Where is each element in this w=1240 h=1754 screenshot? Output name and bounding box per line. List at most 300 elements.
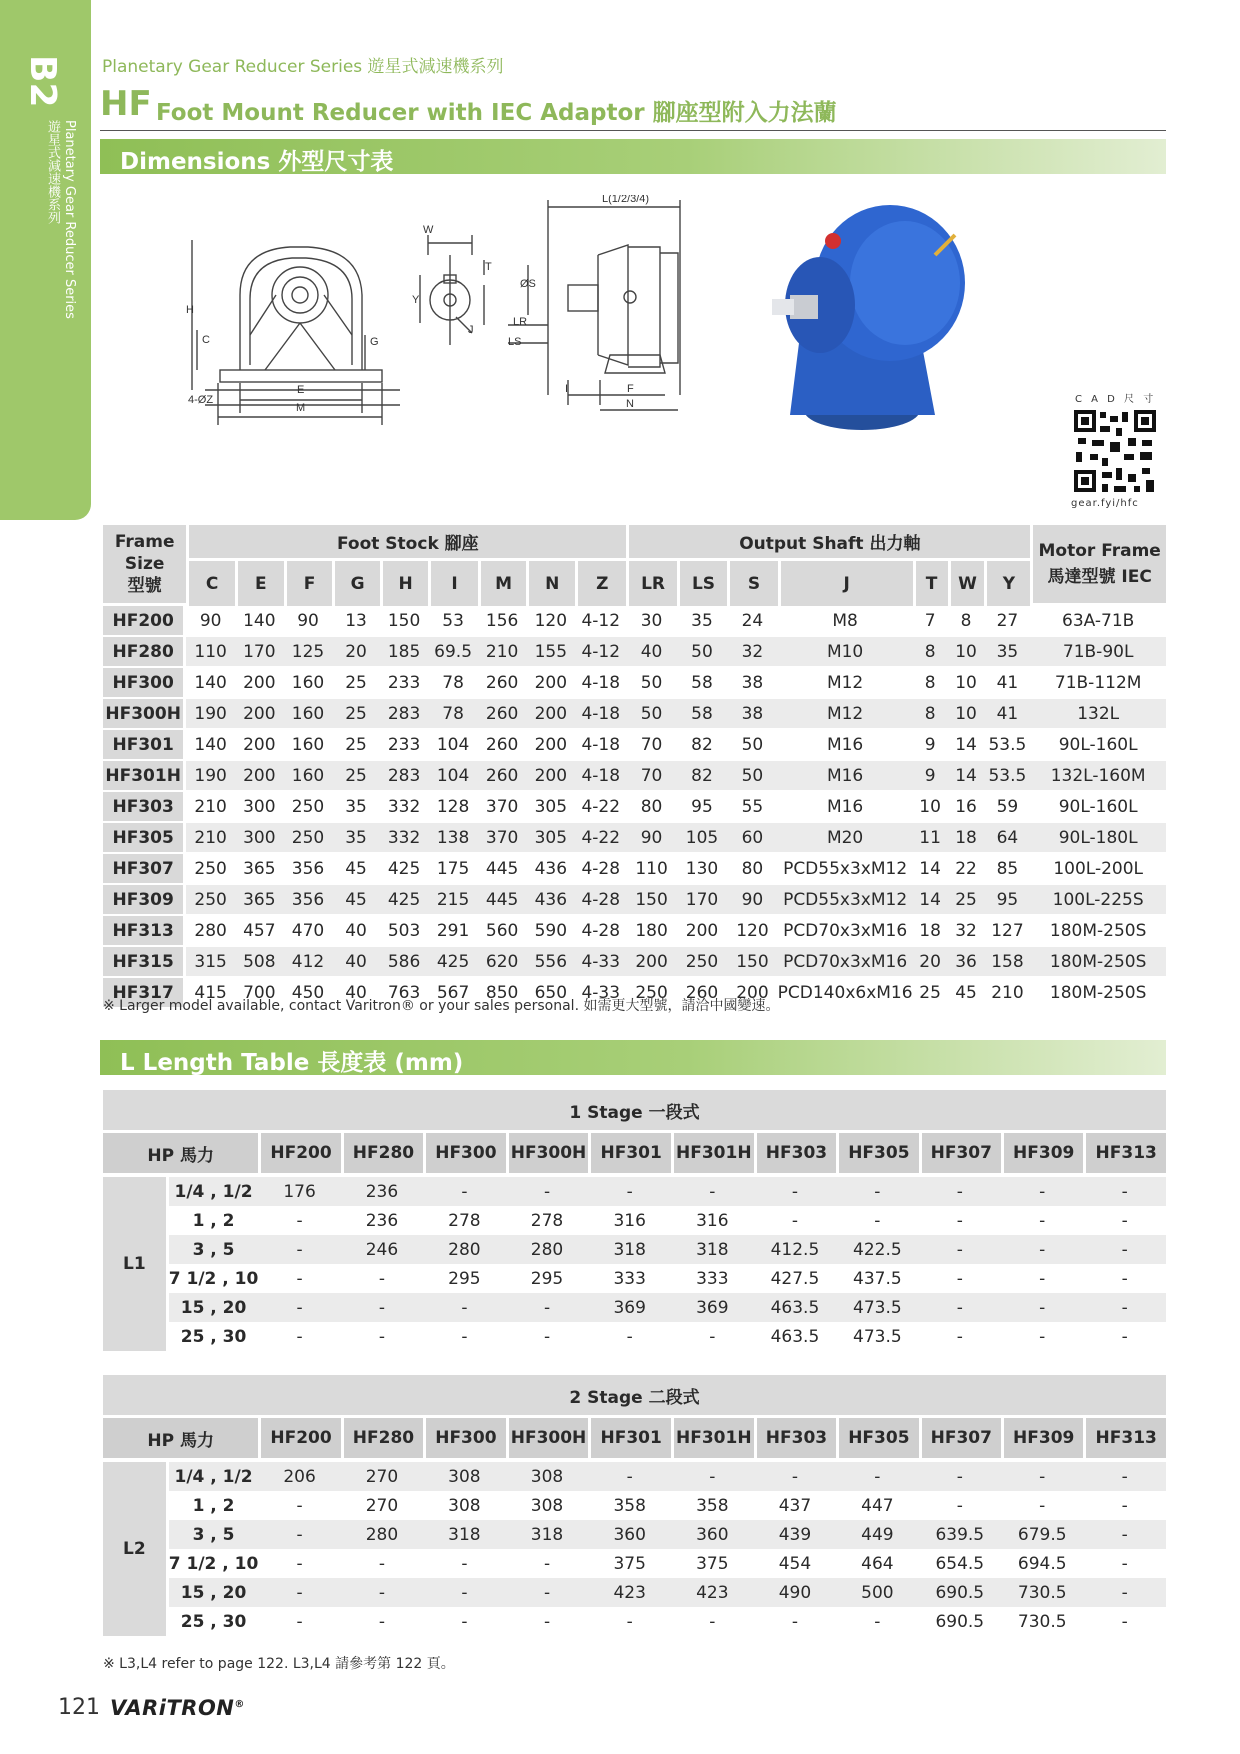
table-cell: 9 [913,761,948,792]
table-cell: - [258,1235,340,1264]
qr-url[interactable]: gear.fyi/hfc [1071,498,1139,509]
hp-cell: 15 , 20 [169,1578,259,1607]
table-cell: 180M-250S [1030,947,1166,978]
table-cell: 50 [677,637,727,668]
table-cell: 200 [235,699,284,730]
dim-label-J: J [468,324,474,336]
table-cell: 450 [284,978,333,1009]
table-cell: 233 [380,668,429,699]
table-cell: 280 [341,1520,423,1549]
table-cell: - [588,1177,670,1206]
table-cell: 200 [235,668,284,699]
table-cell: 20 [913,947,948,978]
table-cell: 150 [380,606,429,637]
table-cell: 567 [428,978,477,1009]
table-cell: - [1083,1293,1166,1322]
table-cell: - [956,1326,963,1347]
table-cell: 423 [671,1578,754,1607]
table-cell: 206 [258,1462,340,1491]
column-header: J [778,561,913,606]
dim-label-E: E [297,384,305,396]
page-number: 121 [58,1695,100,1720]
dim-label-C: C [202,334,210,346]
table-cell: 280 [186,916,235,947]
table-cell: 20 [332,637,379,668]
table-cell: 200 [626,947,676,978]
table-cell: 210 [984,978,1030,1009]
table-cell: - [626,1326,633,1347]
table-cell: 180M-250S [1030,916,1166,947]
table-cell: 104 [428,730,477,761]
table-cell: - [423,1177,505,1206]
table-cell: 436 [526,885,575,916]
table-cell: 155 [526,637,575,668]
table-cell: - [671,1177,754,1206]
table-cell: 140 [235,606,284,637]
table-cell: 278 [530,1210,564,1231]
frame-header-line-3: 型號 [127,576,162,596]
table-cell: - [754,1462,836,1491]
table-cell: 132L-160M [1030,761,1166,792]
side-chapter-tab [0,0,91,520]
table-cell: 436 [526,854,575,885]
hp-cell: 25 , 30 [180,1611,247,1632]
table-cell: - [258,1578,340,1607]
table-cell: - [1121,1553,1128,1574]
frame-size-cell: HF300H [103,699,186,730]
table-cell: 14 [913,885,948,916]
model-header: HF301 [588,1418,670,1462]
table-cell: 332 [380,792,429,823]
table-cell: 308 [506,1462,589,1491]
table-cell: 14 [948,761,985,792]
table-cell: 158 [984,947,1030,978]
frame-size-cell: HF300 [103,668,186,699]
table-cell: - [588,1462,670,1491]
stage-title: 2 Stage 二段式 [103,1375,1166,1418]
table-cell: 415 [186,978,235,1009]
table-cell: 236 [341,1177,423,1206]
table-cell: 490 [754,1578,836,1607]
table-cell: 260 [478,730,527,761]
table-cell: 200 [526,668,575,699]
table-cell: 90 [727,885,777,916]
table-cell: 63A-71B [1030,606,1166,637]
table-cell: - [296,1611,303,1632]
model-header: HF300H [506,1133,589,1177]
product-photo [772,205,965,430]
table-cell: 160 [284,668,333,699]
hp-cell: 15 , 20 [169,1293,259,1322]
dim-label-LR: LR [513,316,528,328]
table-cell: 295 [530,1268,564,1289]
table-row [103,637,1166,668]
table-row [103,1462,1166,1491]
table-cell: 70 [626,761,676,792]
table-cell: 200 [235,761,284,792]
table-cell: 10 [948,637,985,668]
table-cell: 370 [478,792,527,823]
table-cell: 10 [948,699,985,730]
table-cell: 375 [613,1553,646,1574]
table-cell: 10 [948,668,985,699]
table-cell: 36 [948,947,985,978]
table-cell: - [461,1326,468,1347]
table-cell: 50 [727,761,777,792]
table-cell: 200 [677,916,727,947]
table-cell: - [874,1611,881,1632]
table-cell: 260 [677,978,727,1009]
table-cell: - [1001,1462,1083,1491]
frame-size-cell: HF301H [103,761,186,792]
table-cell: 295 [448,1268,481,1289]
foot-stock-header: Foot Stock 腳座 [186,525,626,561]
table-cell: 4-33 [575,947,626,978]
table-cell: 730.5 [1017,1611,1067,1632]
table-cell: 45 [948,978,985,1009]
dimensions-note: ※ Larger model available, contact Varitron® or your sales personal. 如需更大型號，請洽中國變速。 [103,998,780,1014]
table-cell: - [1039,1210,1046,1231]
hp-cell: 7 1/2 , 10 [168,1553,259,1574]
table-cell: - [258,1293,340,1322]
table-cell: 200 [526,699,575,730]
table-cell: 55 [727,792,777,823]
table-cell: 8 [913,668,948,699]
table-cell: - [1083,1520,1166,1549]
table-cell: - [1083,1462,1166,1491]
table-cell: 40 [332,978,379,1009]
table-cell: - [296,1553,303,1574]
dim-label-F: F [627,383,634,395]
frame-size-cell: HF315 [103,947,186,978]
dim-label-LS: LS [508,336,522,348]
frame-header-line-1: Frame [114,532,175,552]
table-cell: PCD70x3xM16 [778,916,913,947]
table-cell: 25 [913,978,948,1009]
table-cell: - [1001,1177,1083,1206]
table-cell: - [1001,1235,1083,1264]
table-cell: 412 [284,947,333,978]
frame-size-cell: HF307 [103,854,186,885]
table-cell: 25 [332,730,379,761]
model-header: HF305 [836,1418,918,1462]
table-cell: 60 [727,823,777,854]
table-cell: 176 [258,1177,340,1206]
dimension-drawings [100,195,1166,505]
table-cell: 25 [332,699,379,730]
table-row [103,1322,1166,1351]
dimensions-table [103,525,1166,1009]
table-cell: 500 [836,1578,918,1607]
table-cell: 690.5 [935,1611,985,1632]
table-cell: 332 [380,823,429,854]
table-cell: 185 [380,637,429,668]
table-cell: - [956,1210,963,1231]
table-cell: 27 [984,606,1030,637]
hp-cell: 1/4 , 1/2 [169,1177,259,1206]
table-cell: 9 [913,730,948,761]
chapter-label [44,120,78,319]
table-row [103,1578,1166,1607]
table-cell: 280 [506,1235,589,1264]
table-cell: 679.5 [1001,1520,1083,1549]
table-cell: - [258,1520,340,1549]
output-shaft-header: Output Shaft 出力軸 [626,525,1030,561]
table-cell: 4-28 [575,854,626,885]
table-row [103,1491,1166,1520]
table-cell: 305 [526,823,575,854]
table-cell: 40 [332,916,379,947]
table-cell: 175 [428,854,477,885]
table-cell: - [1039,1326,1046,1347]
table-cell: 90L-160L [1030,792,1166,823]
table-cell: 120 [727,916,777,947]
table-cell: 503 [380,916,429,947]
table-cell: 4-12 [575,606,626,637]
table-row [103,1206,1166,1235]
motor-frame-header [1030,525,1166,606]
table-cell: M16 [778,792,913,823]
table-cell: 104 [428,761,477,792]
table-cell: - [378,1553,386,1574]
table-cell: - [671,1462,754,1491]
shaft-end-drawing [420,235,484,345]
table-cell: M20 [778,823,913,854]
table-cell: - [1039,1268,1046,1289]
table-cell: 40 [626,637,676,668]
model-header: HF300H [506,1418,589,1462]
table-cell: 25 [332,668,379,699]
table-cell: 200 [526,730,575,761]
table-cell: 22 [948,854,985,885]
table-cell: 291 [428,916,477,947]
table-cell: 53.5 [984,730,1030,761]
table-cell: 590 [526,916,575,947]
table-cell: - [378,1268,386,1289]
table-row [103,1264,1166,1293]
table-cell: - [791,1611,799,1632]
cad-qr-code[interactable] [1070,392,1160,496]
table-cell: - [543,1553,551,1574]
table-cell: 280 [423,1235,505,1264]
model-header: HF309 [1001,1418,1083,1462]
table-cell: 58 [677,699,727,730]
table-cell: - [1083,1235,1166,1264]
table-cell: 4-22 [575,823,626,854]
table-cell: 90 [186,606,235,637]
model-header: HF305 [836,1133,918,1177]
table-cell: - [1121,1611,1128,1632]
table-cell: 422.5 [836,1235,918,1264]
table-cell: 71B-90L [1030,637,1166,668]
table-cell: M16 [778,761,913,792]
table-cell: 127 [984,916,1030,947]
column-header: T [913,561,948,606]
dimensions-section-title: Dimensions 外型尺寸表 [120,149,394,175]
model-header: HF303 [754,1133,836,1177]
table-cell: 8 [913,637,948,668]
table-cell: 40 [332,947,379,978]
table-cell: - [296,1495,303,1516]
table-row [103,885,1166,916]
table-cell: - [506,1293,589,1322]
table-cell: 90L-160L [1030,730,1166,761]
table-cell: PCD55x3xM12 [778,854,913,885]
model-header: HF200 [258,1418,340,1462]
length-note: ※ L3,L4 refer to page 122. L3,L4 請參考第 122 頁。 [103,1656,455,1672]
table-cell: 425 [380,854,429,885]
table-cell: - [1121,1326,1128,1347]
length-section-title: L Length Table 長度表 (mm) [120,1050,464,1076]
table-cell: 850 [478,978,527,1009]
table-cell: 439 [754,1520,836,1549]
table-cell: 30 [626,606,676,637]
title-text: Foot Mount Reducer with IEC Adaptor 腳座型附入力法蘭 [156,100,837,126]
table-row [103,854,1166,885]
table-cell: 35 [332,792,379,823]
table-cell: 270 [365,1495,399,1516]
table-cell: - [1039,1495,1046,1516]
table-cell: 250 [284,823,333,854]
table-cell: PCD70x3xM16 [778,947,913,978]
table-cell: 308 [423,1462,505,1491]
length-table-stage-2 [103,1375,1166,1636]
table-cell: 356 [284,854,333,885]
column-header: S [727,561,777,606]
table-cell: - [919,1177,1001,1206]
table-cell: 449 [836,1520,918,1549]
model-header: HF280 [341,1418,423,1462]
table-cell: - [296,1268,303,1289]
frame-size-header [103,525,186,606]
table-cell: - [1083,1177,1166,1206]
table-cell: 423 [588,1578,670,1607]
dim-label-M: M [296,402,306,414]
column-header: M [478,561,527,606]
table-cell: 82 [677,730,727,761]
table-cell: 447 [861,1495,894,1516]
table-cell: 138 [428,823,477,854]
motor-header-line-1: Motor Frame [1038,541,1161,561]
table-row [103,792,1166,823]
table-cell: 90L-180L [1030,823,1166,854]
table-cell: 333 [696,1268,729,1289]
table-row [103,823,1166,854]
table-cell: 132L [1030,699,1166,730]
table-cell: 32 [727,637,777,668]
table-cell: 4-18 [575,730,626,761]
table-cell: 4-18 [575,699,626,730]
table-cell: 4-28 [575,885,626,916]
table-cell: 200 [235,730,284,761]
column-header: W [948,561,985,606]
table-cell: 18 [913,916,948,947]
table-cell: 427.5 [770,1268,820,1289]
page-title [100,84,1166,131]
chapter-label-zh: 遊星式減速機系列 [45,120,60,224]
table-cell: M12 [778,699,913,730]
table-row [103,761,1166,792]
model-header: HF280 [341,1133,423,1177]
table-cell: 53.5 [984,761,1030,792]
table-cell: 140 [186,730,235,761]
table-cell: 95 [677,792,727,823]
model-header: HF313 [1083,1418,1166,1462]
dimension-drawing-svg [100,195,1166,505]
table-cell: 4-33 [575,978,626,1009]
table-cell: 369 [588,1293,670,1322]
table-cell: 35 [332,823,379,854]
dim-label-W: W [423,224,434,236]
table-cell: 250 [186,854,235,885]
table-cell: 4-18 [575,668,626,699]
table-cell: 16 [948,792,985,823]
table-cell: 25 [948,885,985,916]
table-cell: - [791,1210,799,1231]
chapter-label-en: Planetary Gear Reducer Series [62,120,77,319]
table-cell: 80 [626,792,676,823]
table-cell: 358 [613,1495,646,1516]
table-cell: 283 [380,699,429,730]
column-header: F [284,561,333,606]
brand-logo [110,1696,245,1720]
table-cell: 560 [478,916,527,947]
table-cell: 210 [186,823,235,854]
table-cell: 730.5 [1001,1578,1083,1607]
table-cell: - [341,1578,423,1607]
table-cell: 316 [613,1210,646,1231]
table-cell: 463.5 [770,1326,820,1347]
dim-label-N: N [626,398,634,410]
column-header: I [428,561,477,606]
table-row [103,947,1166,978]
hp-cell: 1 , 2 [192,1495,235,1516]
model-header: HF313 [1083,1133,1166,1177]
table-cell: 260 [478,668,527,699]
length-label: L2 [103,1462,169,1636]
table-cell: 8 [913,699,948,730]
column-header: LS [677,561,727,606]
table-cell: M12 [778,668,913,699]
table-cell: M16 [778,730,913,761]
table-cell: 370 [478,823,527,854]
table-cell: 150 [626,885,676,916]
column-header: N [526,561,575,606]
table-cell: 78 [428,668,477,699]
table-cell: 190 [186,761,235,792]
table-cell: 654.5 [935,1553,985,1574]
hp-header: HP 馬力 [103,1133,258,1177]
table-row [103,1520,1166,1549]
table-cell: - [626,1611,633,1632]
table-cell: 50 [626,699,676,730]
table-cell: 700 [235,978,284,1009]
table-cell: 100L-225S [1030,885,1166,916]
table-cell: 41 [984,699,1030,730]
table-cell: 278 [448,1210,481,1231]
table-cell: 140 [186,668,235,699]
table-row [103,1293,1166,1322]
table-cell: 210 [478,637,527,668]
frame-size-cell: HF280 [103,637,186,668]
table-cell: 45 [332,854,379,885]
frame-size-cell: HF200 [103,606,186,637]
table-cell: 318 [671,1235,754,1264]
table-cell: 318 [588,1235,670,1264]
table-cell: 369 [671,1293,754,1322]
side-view-drawing [508,200,680,410]
title-code: HF [100,84,152,124]
